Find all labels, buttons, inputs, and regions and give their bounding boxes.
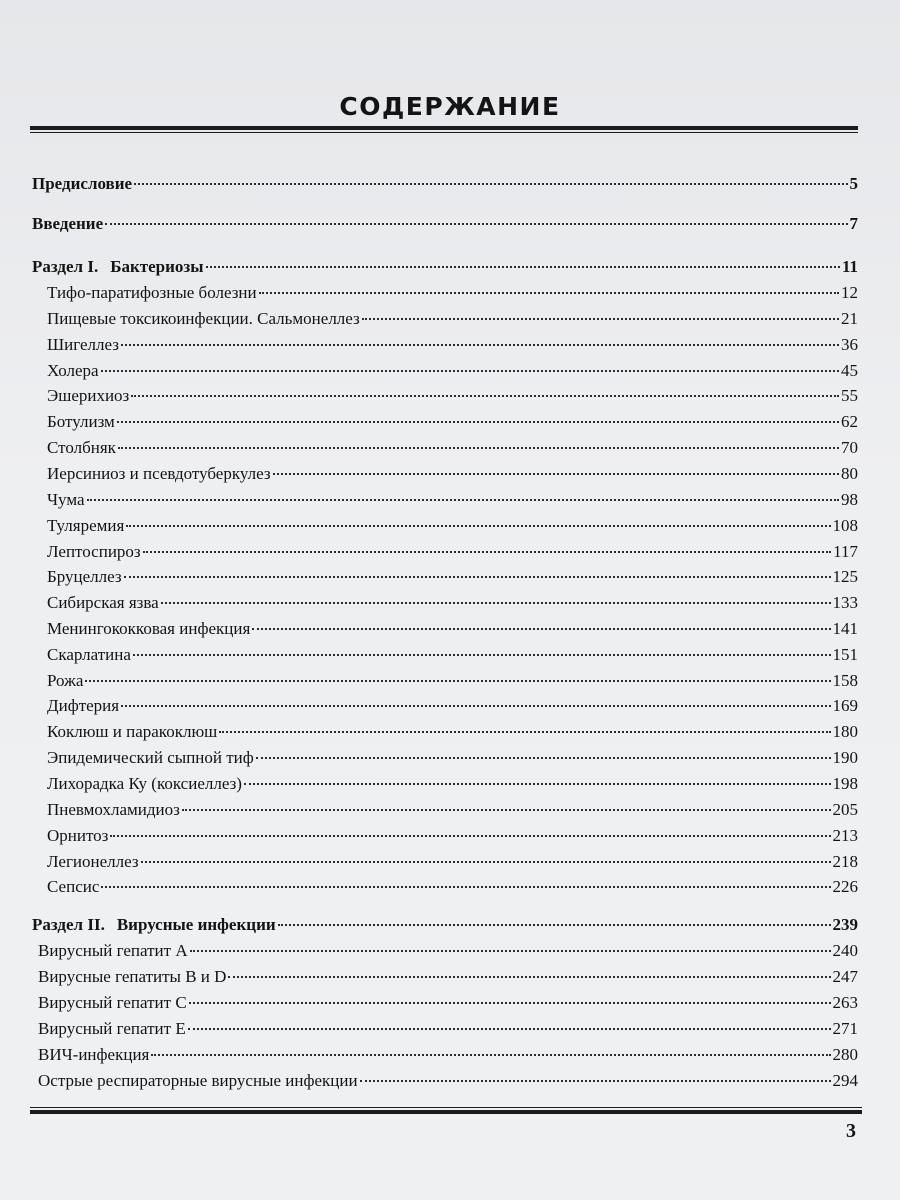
- toc-entry-row: [47, 592, 858, 614]
- toc-page-number: 271: [832, 1019, 858, 1038]
- dot-leader: [219, 731, 830, 733]
- dot-leader: [121, 344, 839, 346]
- toc-entry-row: [47, 876, 858, 898]
- toc-entry-row: [38, 940, 858, 962]
- dot-leader: [252, 628, 830, 630]
- toc-label: Холера: [47, 361, 99, 380]
- toc-page-number: 205: [832, 800, 858, 819]
- toc-entry-row: [47, 385, 858, 407]
- dot-leader: [133, 654, 831, 656]
- toc-entry-row: [47, 282, 858, 304]
- toc-entry-row: [38, 966, 858, 988]
- toc-page-number: 98: [841, 490, 858, 509]
- footer-rule-thick: [30, 1110, 862, 1114]
- toc-page-number: 280: [832, 1045, 858, 1064]
- toc-label: Коклюш и паракоклюш: [47, 722, 218, 741]
- toc-label: Сибирская язва: [47, 593, 159, 612]
- toc-label: Предисловие: [32, 174, 133, 193]
- toc-label: Эшерихиоз: [47, 386, 130, 405]
- toc-section-row: [32, 256, 858, 278]
- toc-entry-row: [47, 670, 858, 692]
- toc-page-number: 62: [841, 412, 858, 431]
- toc-page-number: 141: [832, 619, 858, 638]
- toc-entry-row: [47, 566, 858, 588]
- toc-page-number: 239: [832, 915, 858, 934]
- dot-leader: [141, 861, 831, 863]
- dot-leader: [87, 499, 839, 501]
- dot-leader: [259, 292, 839, 294]
- toc-label: Шигеллез: [47, 335, 119, 354]
- toc-page-number: 125: [832, 567, 858, 586]
- toc-label: Скарлатина: [47, 645, 131, 664]
- toc-label: [32, 914, 276, 936]
- dot-leader: [189, 1002, 831, 1004]
- dot-leader: [161, 602, 831, 604]
- toc-label: Вирусный гепатит Е: [38, 1019, 186, 1038]
- toc-entry-row: [47, 515, 858, 537]
- toc-label: Столбняк: [47, 438, 116, 457]
- toc-section-title: Бактериозы: [110, 257, 204, 276]
- toc-entry-row: [47, 773, 858, 795]
- toc-label: Острые респираторные вирусные инфекции: [38, 1071, 358, 1090]
- dot-leader: [143, 551, 831, 553]
- toc-page-number: 12: [841, 283, 858, 302]
- toc-page-number: 169: [832, 696, 858, 715]
- toc-entry-row: [47, 308, 858, 330]
- toc-page-number: 226: [832, 877, 858, 896]
- toc-section-title: Вирусные инфекции: [116, 915, 276, 934]
- toc-page-number: 133: [832, 593, 858, 612]
- toc-section-number: Раздел II.: [32, 915, 105, 934]
- toc-page-number: 45: [841, 361, 858, 380]
- toc-page-number: 151: [832, 645, 858, 664]
- toc-page-number: 213: [832, 826, 858, 845]
- toc-section-number: Раздел I.: [32, 257, 99, 276]
- toc-entry-row: [47, 799, 858, 821]
- toc-page-number: 5: [849, 174, 858, 193]
- title-rule-thick: [30, 126, 858, 130]
- toc-entry-row: [47, 360, 858, 382]
- toc-entry-row: [38, 1018, 858, 1040]
- toc-entry-row: [47, 541, 858, 563]
- dot-leader: [118, 447, 839, 449]
- dot-leader: [117, 421, 839, 423]
- toc-label: Лихорадка Ку (коксиеллез): [47, 774, 242, 793]
- toc-label: Сепсис: [47, 877, 100, 896]
- dot-leader: [362, 318, 839, 320]
- dot-leader: [126, 525, 830, 527]
- toc-page-number: 117: [833, 542, 858, 561]
- toc-entry-row: [47, 851, 858, 873]
- toc-page-number: 80: [841, 464, 858, 483]
- toc-entry-row: [47, 463, 858, 485]
- toc-page-number: 263: [832, 993, 858, 1012]
- dot-leader: [151, 1054, 830, 1056]
- dot-leader: [85, 680, 830, 682]
- toc-page-number: 36: [841, 335, 858, 354]
- toc-entry-row: [47, 747, 858, 769]
- dot-leader: [101, 886, 830, 888]
- toc-page-number: 247: [832, 967, 858, 986]
- toc-page-number: 218: [832, 852, 858, 871]
- toc-section-row: [32, 213, 858, 235]
- toc-entry-row: [47, 437, 858, 459]
- toc-page-number: 198: [832, 774, 858, 793]
- toc-label: Пищевые токсикоинфекции. Сальмонеллез: [47, 309, 360, 328]
- toc-page-number: 7: [849, 214, 858, 233]
- dot-leader: [182, 809, 831, 811]
- toc-label: Менингококковая инфекция: [47, 619, 251, 638]
- toc-label: Бруцеллез: [47, 567, 122, 586]
- dot-leader: [121, 705, 830, 707]
- page-title: СОДЕРЖАНИЕ: [339, 92, 561, 121]
- dot-leader: [131, 395, 839, 397]
- dot-leader: [273, 473, 839, 475]
- toc-label: Дифтерия: [47, 696, 120, 715]
- dot-leader: [110, 835, 830, 837]
- toc-page-number: 108: [832, 516, 858, 535]
- toc-label: Вирусный гепатит А: [38, 941, 188, 960]
- toc-label: Вирусный гепатит С: [38, 993, 187, 1012]
- toc-entry-row: [47, 334, 858, 356]
- toc-label: ВИЧ-инфекция: [38, 1045, 150, 1064]
- toc-page-number: 21: [841, 309, 858, 328]
- footer-rule-thin: [30, 1107, 862, 1108]
- toc-label: Введение: [32, 214, 104, 233]
- toc-label: [32, 256, 204, 278]
- toc-page-number: 158: [832, 671, 858, 690]
- dot-leader: [244, 783, 831, 785]
- dot-leader: [360, 1080, 831, 1082]
- toc-label: Чума: [47, 490, 85, 509]
- toc-page-number: 11: [841, 257, 858, 276]
- toc-entry-row: [47, 695, 858, 717]
- dot-leader: [206, 266, 840, 268]
- toc-section-row: [32, 914, 858, 936]
- toc-label: Пневмохламидиоз: [47, 800, 180, 819]
- dot-leader: [134, 183, 847, 185]
- toc-page-number: 240: [832, 941, 858, 960]
- toc-label: Орнитоз: [47, 826, 109, 845]
- toc-page-number: 180: [832, 722, 858, 741]
- toc-entry-row: [47, 489, 858, 511]
- toc-label: Ботулизм: [47, 412, 115, 431]
- toc-entry-row: [47, 721, 858, 743]
- toc-entry-row: [38, 1070, 858, 1092]
- toc-page-number: 55: [841, 386, 858, 405]
- toc-label: Рожа: [47, 671, 84, 690]
- toc-entry-row: [38, 1044, 858, 1066]
- toc-entry-row: [47, 825, 858, 847]
- dot-leader: [101, 370, 839, 372]
- dot-leader: [124, 576, 831, 578]
- toc-entry-row: [47, 644, 858, 666]
- dot-leader: [105, 223, 847, 225]
- dot-leader: [228, 976, 830, 978]
- toc-entry-row: [38, 992, 858, 1014]
- toc-label: Эпидемический сыпной тиф: [47, 748, 254, 767]
- toc-entry-row: [47, 411, 858, 433]
- toc-page-number: 190: [832, 748, 858, 767]
- toc-label: Легионеллез: [47, 852, 139, 871]
- toc-label: Туляремия: [47, 516, 125, 535]
- dot-leader: [278, 924, 831, 926]
- toc-label: Лептоспироз: [47, 542, 141, 561]
- toc-entry-row: [47, 618, 858, 640]
- dot-leader: [190, 950, 831, 952]
- page-number: 3: [846, 1120, 856, 1142]
- dot-leader: [188, 1028, 831, 1030]
- toc-label: Иерсиниоз и псевдотуберкулез: [47, 464, 271, 483]
- toc-label: Вирусные гепатиты В и D: [38, 967, 227, 986]
- dot-leader: [256, 757, 831, 759]
- toc-page-number: 294: [832, 1071, 858, 1090]
- title-rule-thin: [30, 132, 858, 133]
- toc-page-number: 70: [841, 438, 858, 457]
- toc-label: Тифо-паратифозные болезни: [47, 283, 257, 302]
- toc-section-row: [32, 173, 858, 195]
